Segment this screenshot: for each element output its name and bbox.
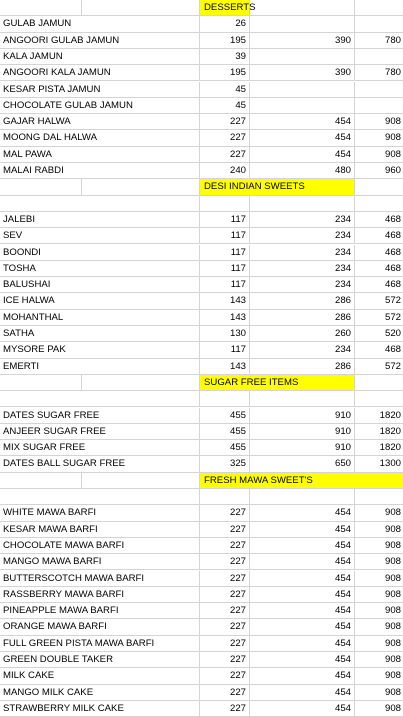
- price-cell-1: 325: [200, 456, 250, 472]
- table-row: [0, 587, 403, 603]
- price-cell-2: 286: [250, 359, 355, 375]
- price-cell-1: 227: [200, 619, 250, 635]
- table-row: [0, 147, 403, 163]
- price-cell-2: 454: [250, 522, 355, 538]
- price-cell-3: [355, 98, 403, 114]
- item-name: DATES SUGAR FREE: [0, 408, 200, 424]
- price-cell-2: 454: [250, 603, 355, 619]
- price-cell-2: 454: [250, 147, 355, 163]
- item-name: JALEBI: [0, 212, 200, 228]
- price-cell-1: 227: [200, 685, 250, 701]
- table-row: [0, 359, 403, 375]
- price-cell-1: 117: [200, 261, 250, 277]
- item-name: ANJEER SUGAR FREE: [0, 424, 200, 440]
- price-cell-1: 227: [200, 114, 250, 130]
- empty-cell: [250, 0, 355, 16]
- price-cell-2: 234: [250, 228, 355, 244]
- price-cell-2: 910: [250, 440, 355, 456]
- price-cell-1: 227: [200, 522, 250, 538]
- price-cell-3: 1300: [355, 456, 403, 472]
- price-cell-2: 454: [250, 701, 355, 717]
- price-cell-2: 390: [250, 33, 355, 49]
- item-name: BOONDI: [0, 245, 200, 261]
- table-row: [0, 212, 403, 228]
- price-cell-2: 390: [250, 65, 355, 81]
- item-name: GULAB JAMUN: [0, 16, 200, 32]
- empty-cell: [200, 391, 250, 407]
- table-row: [0, 342, 403, 358]
- table-row: [0, 130, 403, 146]
- empty-cell: [0, 196, 200, 212]
- price-cell-2: 910: [250, 424, 355, 440]
- price-cell-1: 130: [200, 326, 250, 342]
- empty-cell: [0, 473, 82, 489]
- price-cell-1: 227: [200, 701, 250, 717]
- price-cell-3: 1820: [355, 408, 403, 424]
- section-title: DESSERTS: [200, 0, 250, 16]
- price-cell-1: 227: [200, 636, 250, 652]
- price-cell-2: 454: [250, 130, 355, 146]
- empty-cell: [0, 179, 82, 195]
- price-cell-3: 908: [355, 147, 403, 163]
- section-header-row: [0, 375, 403, 391]
- empty-cell: [0, 391, 200, 407]
- blank-row: [0, 489, 403, 505]
- item-name: MYSORE PAK: [0, 342, 200, 358]
- table-row: [0, 571, 403, 587]
- item-name: ICE HALWA: [0, 293, 200, 309]
- item-name: ANGOORI KALA JAMUN: [0, 65, 200, 81]
- table-row: [0, 619, 403, 635]
- price-cell-2: 650: [250, 456, 355, 472]
- table-row: [0, 98, 403, 114]
- price-cell-2: 286: [250, 293, 355, 309]
- section-title: FRESH MAWA SWEET'S: [200, 473, 403, 489]
- section-header-row: [0, 473, 403, 489]
- table-row: [0, 456, 403, 472]
- item-name: GAJAR HALWA: [0, 114, 200, 130]
- price-cell-3: 908: [355, 571, 403, 587]
- price-cell-3: 520: [355, 326, 403, 342]
- item-name: MAL PAWA: [0, 147, 200, 163]
- table-row: [0, 326, 403, 342]
- empty-cell: [250, 391, 355, 407]
- item-name: DATES BALL SUGAR FREE: [0, 456, 200, 472]
- price-cell-3: 908: [355, 505, 403, 521]
- empty-cell: [200, 489, 250, 505]
- empty-cell: [0, 489, 200, 505]
- price-cell-1: 227: [200, 505, 250, 521]
- item-name: GREEN DOUBLE TAKER: [0, 652, 200, 668]
- item-name: MANGO MILK CAKE: [0, 685, 200, 701]
- item-name: MOHANTHAL: [0, 310, 200, 326]
- item-name: WHITE MAWA BARFI: [0, 505, 200, 521]
- empty-cell: [82, 473, 200, 489]
- empty-cell: [355, 391, 403, 407]
- price-cell-2: 454: [250, 505, 355, 521]
- table-row: [0, 33, 403, 49]
- price-cell-2: 454: [250, 554, 355, 570]
- item-name: KALA JAMUN: [0, 49, 200, 65]
- price-cell-2: [250, 16, 355, 32]
- table-row: [0, 82, 403, 98]
- table-row: [0, 65, 403, 81]
- price-cell-3: 468: [355, 228, 403, 244]
- item-name: KESAR MAWA BARFI: [0, 522, 200, 538]
- price-cell-3: 468: [355, 342, 403, 358]
- empty-cell: [355, 196, 403, 212]
- price-cell-3: 1820: [355, 440, 403, 456]
- table-row: [0, 293, 403, 309]
- price-cell-3: [355, 82, 403, 98]
- table-row: [0, 505, 403, 521]
- price-cell-1: 240: [200, 163, 250, 179]
- price-cell-3: 908: [355, 538, 403, 554]
- blank-row: [0, 391, 403, 407]
- table-row: [0, 277, 403, 293]
- table-row: [0, 245, 403, 261]
- price-cell-1: 143: [200, 359, 250, 375]
- empty-cell: [355, 0, 403, 16]
- price-cell-3: 468: [355, 277, 403, 293]
- price-cell-1: 227: [200, 652, 250, 668]
- price-cell-1: 117: [200, 212, 250, 228]
- price-cell-3: 908: [355, 603, 403, 619]
- item-name: ANGOORI GULAB JAMUN: [0, 33, 200, 49]
- price-cell-1: 227: [200, 603, 250, 619]
- price-cell-3: [355, 49, 403, 65]
- price-cell-1: 227: [200, 668, 250, 684]
- empty-cell: [0, 375, 82, 391]
- table-row: [0, 701, 403, 717]
- section-header-row: [0, 0, 403, 16]
- price-cell-3: 908: [355, 522, 403, 538]
- price-cell-1: 26: [200, 16, 250, 32]
- item-name: EMERTI: [0, 359, 200, 375]
- item-name: CHOCOLATE GULAB JAMUN: [0, 98, 200, 114]
- item-name: BUTTERSCOTCH MAWA BARFI: [0, 571, 200, 587]
- price-cell-1: 227: [200, 147, 250, 163]
- price-cell-2: 454: [250, 114, 355, 130]
- price-cell-2: 234: [250, 212, 355, 228]
- price-cell-3: 908: [355, 130, 403, 146]
- empty-cell: [200, 196, 250, 212]
- item-name: PINEAPPLE MAWA BARFI: [0, 603, 200, 619]
- price-cell-3: 468: [355, 261, 403, 277]
- empty-cell: [355, 489, 403, 505]
- price-cell-1: 227: [200, 130, 250, 146]
- price-cell-3: 780: [355, 33, 403, 49]
- empty-cell: [355, 375, 403, 391]
- price-cell-3: 572: [355, 359, 403, 375]
- price-cell-2: 454: [250, 619, 355, 635]
- table-row: [0, 668, 403, 684]
- price-cell-2: 234: [250, 261, 355, 277]
- section-title: DESI INDIAN SWEETS: [200, 179, 355, 195]
- price-cell-2: 454: [250, 652, 355, 668]
- item-name: MALAI RABDI: [0, 163, 200, 179]
- item-name: MOONG DAL HALWA: [0, 130, 200, 146]
- price-cell-3: 468: [355, 245, 403, 261]
- price-cell-1: 227: [200, 587, 250, 603]
- price-cell-3: 1820: [355, 424, 403, 440]
- empty-cell: [250, 489, 355, 505]
- price-cell-3: 908: [355, 554, 403, 570]
- table-row: [0, 49, 403, 65]
- price-cell-3: 908: [355, 587, 403, 603]
- empty-cell: [250, 196, 355, 212]
- table-row: [0, 522, 403, 538]
- table-row: [0, 163, 403, 179]
- price-cell-2: 454: [250, 636, 355, 652]
- empty-cell: [82, 0, 200, 16]
- table-row: [0, 310, 403, 326]
- item-name: TOSHA: [0, 261, 200, 277]
- item-name: SEV: [0, 228, 200, 244]
- item-name: SATHA: [0, 326, 200, 342]
- table-row: [0, 424, 403, 440]
- table-row: [0, 652, 403, 668]
- table-row: [0, 440, 403, 456]
- price-cell-2: [250, 49, 355, 65]
- item-name: CHOCOLATE MAWA BARFI: [0, 538, 200, 554]
- price-cell-1: 227: [200, 571, 250, 587]
- table-row: [0, 538, 403, 554]
- price-cell-1: 143: [200, 310, 250, 326]
- price-cell-2: 234: [250, 277, 355, 293]
- price-cell-1: 117: [200, 245, 250, 261]
- price-cell-3: 908: [355, 701, 403, 717]
- table-row: [0, 261, 403, 277]
- empty-cell: [82, 179, 200, 195]
- price-cell-3: 572: [355, 310, 403, 326]
- section-title: SUGAR FREE ITEMS: [200, 375, 355, 391]
- price-cell-1: 455: [200, 424, 250, 440]
- price-cell-1: 195: [200, 33, 250, 49]
- price-cell-3: 908: [355, 114, 403, 130]
- price-cell-2: 234: [250, 245, 355, 261]
- price-cell-3: 468: [355, 212, 403, 228]
- price-cell-2: 454: [250, 538, 355, 554]
- price-cell-1: 455: [200, 408, 250, 424]
- item-name: FULL GREEN PISTA MAWA BARFI: [0, 636, 200, 652]
- price-cell-3: 908: [355, 636, 403, 652]
- price-cell-1: 45: [200, 98, 250, 114]
- price-cell-1: 227: [200, 554, 250, 570]
- price-cell-3: 908: [355, 619, 403, 635]
- item-name: KESAR PISTA JAMUN: [0, 82, 200, 98]
- item-name: MANGO MAWA BARFI: [0, 554, 200, 570]
- empty-cell: [0, 0, 82, 16]
- price-cell-1: 117: [200, 228, 250, 244]
- price-cell-2: 234: [250, 342, 355, 358]
- price-cell-2: 454: [250, 571, 355, 587]
- price-cell-3: 908: [355, 685, 403, 701]
- price-cell-2: 260: [250, 326, 355, 342]
- price-cell-1: 455: [200, 440, 250, 456]
- table-row: [0, 114, 403, 130]
- price-cell-2: [250, 82, 355, 98]
- price-cell-1: 117: [200, 277, 250, 293]
- price-cell-3: 780: [355, 65, 403, 81]
- price-cell-1: 227: [200, 538, 250, 554]
- blank-row: [0, 196, 403, 212]
- price-cell-2: 454: [250, 685, 355, 701]
- price-cell-2: 480: [250, 163, 355, 179]
- item-name: RASSBERRY MAWA BARFI: [0, 587, 200, 603]
- price-cell-3: 908: [355, 668, 403, 684]
- price-cell-1: 195: [200, 65, 250, 81]
- price-cell-2: 286: [250, 310, 355, 326]
- table-row: [0, 228, 403, 244]
- table-row: [0, 408, 403, 424]
- empty-cell: [82, 375, 200, 391]
- price-cell-1: 39: [200, 49, 250, 65]
- table-row: [0, 16, 403, 32]
- price-cell-3: 960: [355, 163, 403, 179]
- price-cell-2: 454: [250, 587, 355, 603]
- item-name: BALUSHAI: [0, 277, 200, 293]
- price-cell-2: 454: [250, 668, 355, 684]
- price-cell-2: 910: [250, 408, 355, 424]
- table-row: [0, 603, 403, 619]
- price-cell-3: [355, 16, 403, 32]
- item-name: MILK CAKE: [0, 668, 200, 684]
- price-cell-3: 572: [355, 293, 403, 309]
- empty-cell: [355, 179, 403, 195]
- item-name: STRAWBERRY MILK CAKE: [0, 701, 200, 717]
- item-name: ORANGE MAWA BARFI: [0, 619, 200, 635]
- price-cell-2: [250, 98, 355, 114]
- price-cell-1: 143: [200, 293, 250, 309]
- price-cell-3: 908: [355, 652, 403, 668]
- table-row: [0, 685, 403, 701]
- table-row: [0, 554, 403, 570]
- price-cell-1: 117: [200, 342, 250, 358]
- table-row: [0, 636, 403, 652]
- price-cell-1: 45: [200, 82, 250, 98]
- section-header-row: [0, 179, 403, 195]
- item-name: MIX SUGAR FREE: [0, 440, 200, 456]
